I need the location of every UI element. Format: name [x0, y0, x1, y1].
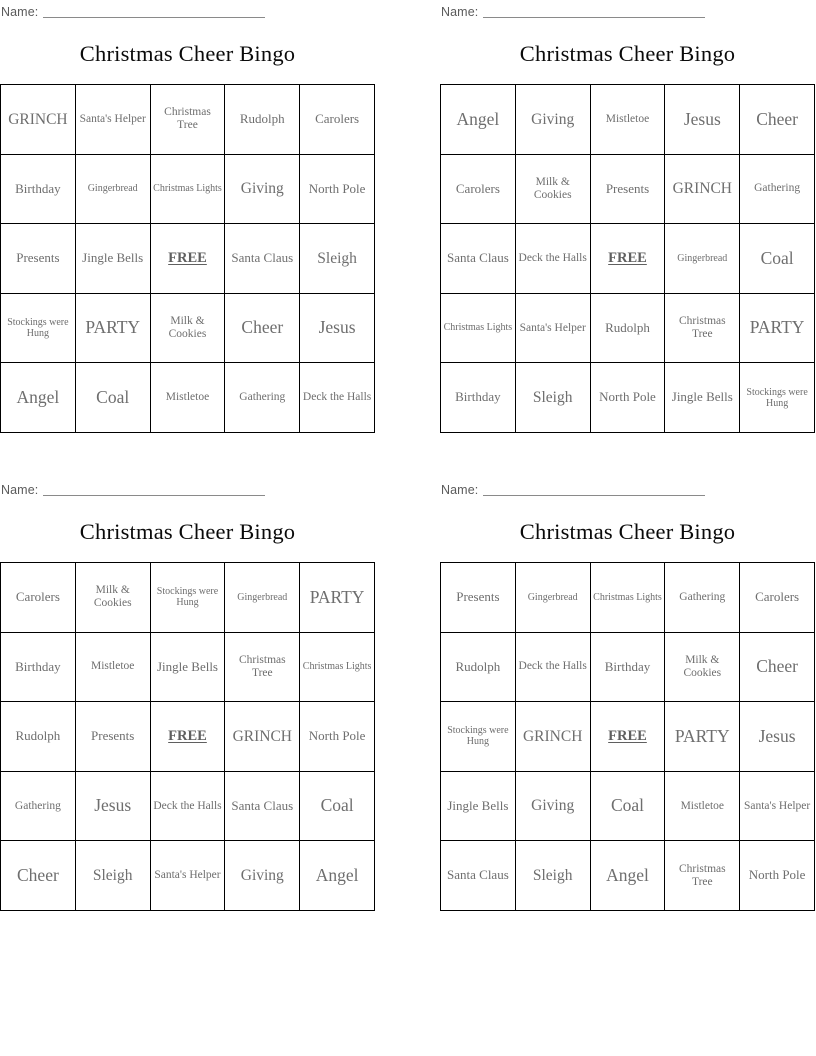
bingo-row [441, 85, 815, 155]
bingo-cell[interactable]: Milk & Cookies [665, 632, 740, 702]
bingo-cell[interactable]: Jesus [75, 771, 150, 841]
bingo-row [441, 563, 815, 633]
bingo-cell[interactable]: Gingerbread [225, 563, 300, 633]
bingo-cell[interactable]: Gathering [225, 363, 300, 433]
bingo-cell[interactable]: Mistletoe [150, 363, 225, 433]
bingo-grid [440, 562, 815, 911]
bingo-row [441, 154, 815, 224]
bingo-cell[interactable]: Stockings were Hung [441, 702, 516, 772]
bingo-cell[interactable]: Milk & Cookies [75, 563, 150, 633]
bingo-free-space-label: FREE [168, 728, 207, 745]
bingo-row [441, 632, 815, 702]
bingo-cell[interactable]: Carolers [1, 563, 76, 633]
bingo-cell[interactable]: Jesus [740, 702, 815, 772]
bingo-cell[interactable]: Birthday [1, 632, 76, 702]
bingo-cell[interactable]: Christmas Tree [150, 85, 225, 155]
bingo-cell[interactable]: Birthday [1, 154, 76, 224]
bingo-cell[interactable]: Santa Claus [441, 841, 516, 911]
bingo-cell[interactable]: Deck the Halls [150, 771, 225, 841]
bingo-cell[interactable]: Angel [1, 363, 76, 433]
bingo-cell[interactable]: Stockings were Hung [150, 563, 225, 633]
bingo-cell[interactable]: Jingle Bells [75, 224, 150, 294]
card-title: Christmas Cheer Bingo [79, 519, 296, 544]
bingo-row [1, 702, 375, 772]
bingo-cell[interactable]: Jingle Bells [150, 632, 225, 702]
bingo-cell[interactable]: Giving [225, 154, 300, 224]
bingo-cell[interactable]: Christmas Lights [441, 293, 516, 363]
bingo-cell[interactable]: Angel [590, 841, 665, 911]
name-write-in-line[interactable] [483, 495, 705, 496]
bingo-cell[interactable]: Deck the Halls [515, 224, 590, 294]
name-row [0, 0, 375, 24]
bingo-cell[interactable]: Cheer [740, 85, 815, 155]
bingo-cell[interactable]: Gathering [1, 771, 76, 841]
bingo-cell[interactable]: Christmas Lights [150, 154, 225, 224]
bingo-cell[interactable]: Deck the Halls [300, 363, 375, 433]
bingo-cell[interactable]: Santa Claus [225, 224, 300, 294]
bingo-cell[interactable]: Presents [75, 702, 150, 772]
bingo-row [1, 363, 375, 433]
bingo-cell[interactable]: Angel [441, 85, 516, 155]
bingo-cell[interactable]: Coal [740, 224, 815, 294]
bingo-cell[interactable]: Christmas Lights [590, 563, 665, 633]
bingo-cell[interactable]: Christmas Tree [665, 293, 740, 363]
bingo-cell[interactable]: GRINCH [1, 85, 76, 155]
bingo-cell[interactable]: Sleigh [515, 841, 590, 911]
bingo-cell[interactable]: Jesus [665, 85, 740, 155]
name-write-in-line[interactable] [483, 17, 705, 18]
bingo-cell[interactable]: Santa Claus [225, 771, 300, 841]
bingo-cell[interactable]: GRINCH [515, 702, 590, 772]
bingo-cell[interactable]: North Pole [740, 841, 815, 911]
bingo-cell[interactable]: Giving [515, 771, 590, 841]
bingo-cell[interactable]: Giving [515, 85, 590, 155]
bingo-cell[interactable]: Gathering [665, 563, 740, 633]
bingo-grid [0, 562, 375, 911]
bingo-row [441, 771, 815, 841]
name-label: Name: [441, 5, 479, 19]
name-write-in-line[interactable] [43, 495, 265, 496]
bingo-cell[interactable]: Coal [75, 363, 150, 433]
bingo-free-space-label: FREE [608, 728, 647, 745]
bingo-row [1, 771, 375, 841]
bingo-cell[interactable]: Christmas Tree [665, 841, 740, 911]
bingo-row [1, 154, 375, 224]
bingo-cell[interactable]: North Pole [300, 702, 375, 772]
bingo-cell[interactable]: PARTY [75, 293, 150, 363]
card-title: Christmas Cheer Bingo [519, 519, 736, 544]
bingo-cell[interactable]: Stockings were Hung [740, 363, 815, 433]
bingo-cell[interactable]: Birthday [441, 363, 516, 433]
bingo-free-space[interactable] [590, 224, 665, 294]
bingo-cell[interactable]: Gingerbread [515, 563, 590, 633]
card-title: Christmas Cheer Bingo [79, 41, 296, 66]
bingo-cell[interactable]: Rudolph [1, 702, 76, 772]
card-title: Christmas Cheer Bingo [519, 41, 736, 66]
bingo-cell[interactable]: Rudolph [225, 85, 300, 155]
name-label: Name: [441, 483, 479, 497]
bingo-cell[interactable]: Giving [225, 841, 300, 911]
bingo-cell[interactable]: Presents [590, 154, 665, 224]
name-label: Name: [1, 5, 39, 19]
bingo-cell[interactable]: Sleigh [300, 224, 375, 294]
bingo-cell[interactable]: Sleigh [515, 363, 590, 433]
bingo-cell[interactable]: Jesus [300, 293, 375, 363]
bingo-cell[interactable]: Christmas Tree [225, 632, 300, 702]
bingo-cell[interactable]: Gathering [740, 154, 815, 224]
bingo-cell[interactable]: GRINCH [225, 702, 300, 772]
bingo-cell[interactable]: Santa's Helper [75, 85, 150, 155]
name-row [440, 478, 815, 502]
bingo-cell[interactable]: Cheer [1, 841, 76, 911]
bingo-cell[interactable]: Carolers [300, 85, 375, 155]
bingo-cell[interactable]: PARTY [740, 293, 815, 363]
bingo-row [1, 563, 375, 633]
name-row [440, 0, 815, 24]
bingo-row [441, 293, 815, 363]
bingo-cell[interactable]: North Pole [300, 154, 375, 224]
bingo-row [1, 632, 375, 702]
bingo-cell[interactable]: Milk & Cookies [150, 293, 225, 363]
bingo-cell[interactable]: Coal [590, 771, 665, 841]
bingo-row [1, 293, 375, 363]
bingo-row [441, 363, 815, 433]
bingo-cell[interactable]: Carolers [740, 563, 815, 633]
bingo-grid [440, 84, 815, 433]
bingo-card-1 [0, 0, 375, 433]
name-write-in-line[interactable] [43, 17, 265, 18]
bingo-row [1, 841, 375, 911]
bingo-cell[interactable]: Coal [300, 771, 375, 841]
name-row [0, 478, 375, 502]
bingo-row [441, 702, 815, 772]
bingo-cell[interactable]: Sleigh [75, 841, 150, 911]
bingo-cell[interactable]: Gingerbread [75, 154, 150, 224]
bingo-cell[interactable]: Mistletoe [75, 632, 150, 702]
bingo-card-2 [440, 0, 815, 433]
bingo-free-space[interactable] [150, 224, 225, 294]
bingo-free-space-label: FREE [168, 250, 207, 267]
bingo-cell[interactable]: Birthday [590, 632, 665, 702]
bingo-cell[interactable]: Cheer [225, 293, 300, 363]
bingo-cell[interactable]: Stockings were Hung [1, 293, 76, 363]
bingo-cell[interactable]: Santa's Helper [515, 293, 590, 363]
bingo-free-space-label: FREE [608, 250, 647, 267]
bingo-card-4 [440, 478, 815, 911]
bingo-cell[interactable]: Rudolph [441, 632, 516, 702]
bingo-cell[interactable]: PARTY [300, 563, 375, 633]
bingo-free-space[interactable] [590, 702, 665, 772]
bingo-row [441, 841, 815, 911]
bingo-free-space[interactable] [150, 702, 225, 772]
bingo-cell[interactable]: Christmas Lights [300, 632, 375, 702]
bingo-row [441, 224, 815, 294]
bingo-cell[interactable]: GRINCH [665, 154, 740, 224]
bingo-cell[interactable]: Presents [1, 224, 76, 294]
bingo-row [1, 85, 375, 155]
name-label: Name: [1, 483, 39, 497]
bingo-cell[interactable]: Rudolph [590, 293, 665, 363]
bingo-cell[interactable]: Cheer [740, 632, 815, 702]
bingo-cell[interactable]: Carolers [441, 154, 516, 224]
bingo-cell[interactable]: Santa's Helper [740, 771, 815, 841]
bingo-cell[interactable]: North Pole [590, 363, 665, 433]
bingo-cell[interactable]: Jingle Bells [441, 771, 516, 841]
bingo-cell[interactable]: PARTY [665, 702, 740, 772]
bingo-cell[interactable]: Angel [300, 841, 375, 911]
bingo-cell[interactable]: Jingle Bells [665, 363, 740, 433]
bingo-grid [0, 84, 375, 433]
bingo-cell[interactable]: Santa's Helper [150, 841, 225, 911]
bingo-card-3 [0, 478, 375, 911]
bingo-cell[interactable]: Mistletoe [590, 85, 665, 155]
bingo-cell[interactable]: Deck the Halls [515, 632, 590, 702]
bingo-cell[interactable]: Mistletoe [665, 771, 740, 841]
bingo-row [1, 224, 375, 294]
bingo-cell[interactable]: Presents [441, 563, 516, 633]
bingo-cell[interactable]: Gingerbread [665, 224, 740, 294]
bingo-cell[interactable]: Milk & Cookies [515, 154, 590, 224]
bingo-cell[interactable]: Santa Claus [441, 224, 516, 294]
